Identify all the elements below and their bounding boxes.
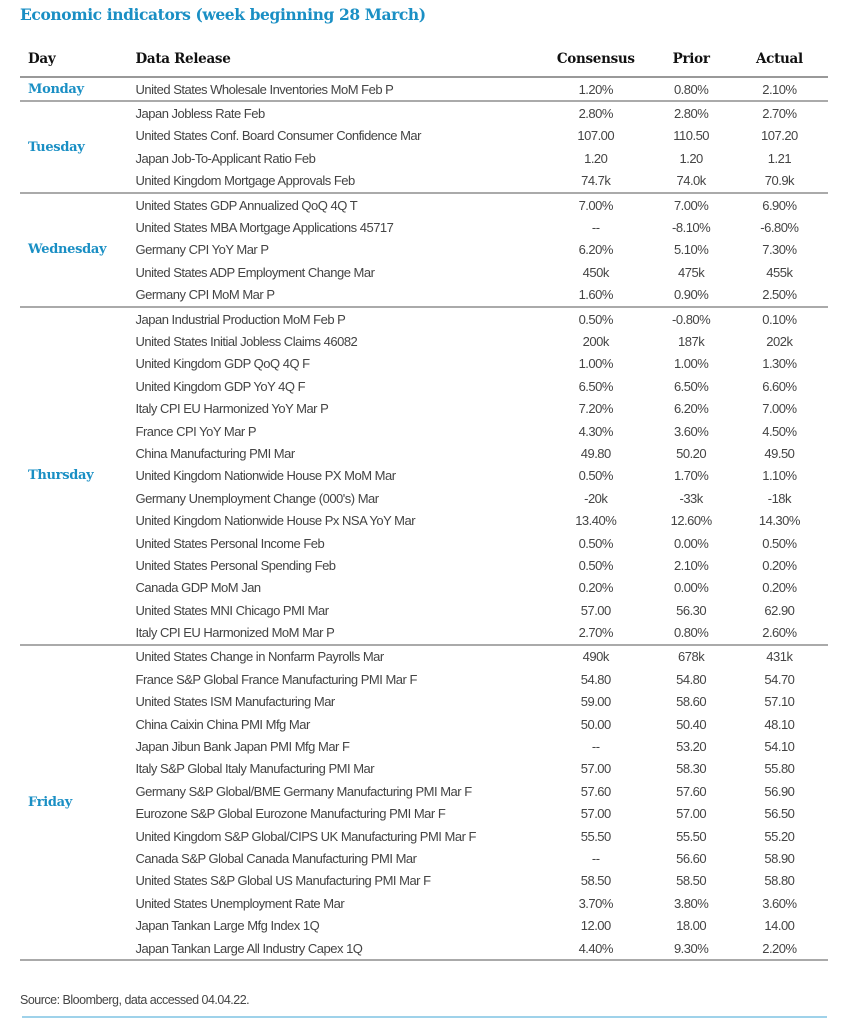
release-name: United States GDP Annualized QoQ 4Q T [135, 197, 358, 213]
table-row [20, 691, 828, 713]
consensus-value: 0.50% [578, 311, 613, 327]
prior-value: 55.50 [676, 828, 707, 844]
actual-value: 202k [766, 333, 793, 349]
prior-value: 6.50% [673, 378, 709, 394]
actual-value: 58.90 [764, 850, 795, 866]
prior-value: 7.00% [673, 197, 709, 213]
release-name: Italy S&P Global Italy Manufacturing PMI Mar [135, 761, 375, 777]
actual-value: 455k [766, 264, 793, 280]
release-name: Japan Industrial Production MoM Feb P [135, 311, 346, 327]
actual-value: 55.20 [764, 828, 795, 844]
prior-value: 0.80% [651, 77, 730, 101]
consensus-value: 1.20% [540, 77, 651, 101]
prior-value: 50.20 [676, 445, 707, 461]
prior-value: 5.10% [673, 242, 709, 258]
actual-value: 2.10% [731, 77, 828, 101]
header-row [20, 42, 828, 77]
table-row [20, 147, 828, 169]
release-name: Japan Tankan Large All Industry Capex 1Q [136, 937, 541, 960]
table-row [20, 353, 828, 375]
source-note: Source: Bloomberg, data accessed 04.04.22. [20, 993, 250, 1007]
consensus-value: 57.60 [580, 783, 611, 799]
consensus-value: 74.7k [540, 170, 651, 193]
consensus-value: -- [591, 739, 600, 755]
consensus-value: 1.00% [578, 356, 613, 372]
actual-value: 2.20% [731, 937, 828, 960]
indicators-table [20, 42, 828, 961]
prior-value: 1.00% [673, 356, 709, 372]
day-label: Thursday [20, 307, 136, 645]
consensus-value: 2.70% [540, 621, 651, 644]
table-row [20, 847, 828, 869]
prior-value: 54.80 [676, 671, 707, 687]
consensus-value: 6.50% [578, 378, 613, 394]
consensus-value: 57.00 [580, 761, 611, 777]
table-row [20, 509, 828, 531]
table-row [20, 621, 828, 644]
table-row [20, 375, 828, 397]
release-name: Eurozone S&P Global Eurozone Manufacturing PMI Mar F [135, 806, 446, 822]
release-name: United Kingdom S&P Global/CIPS UK Manufacturing PMI Mar F [135, 828, 476, 844]
table-body [20, 77, 828, 960]
header-prior: Prior [651, 42, 730, 77]
prior-value: 0.00% [673, 580, 709, 596]
table-row [20, 803, 828, 825]
actual-value: 48.10 [764, 716, 795, 732]
consensus-value: 2.80% [578, 106, 613, 122]
table-row [20, 465, 828, 487]
consensus-value: 13.40% [575, 513, 617, 529]
prior-value: -8.10% [672, 220, 711, 236]
table-row [20, 284, 828, 307]
prior-value: 110.50 [673, 128, 710, 144]
prior-value: 58.50 [676, 873, 707, 889]
table-row [20, 125, 828, 147]
consensus-value: 3.70% [578, 895, 613, 911]
prior-value: 678k [678, 649, 705, 665]
consensus-value: 107.00 [577, 128, 615, 144]
actual-value: 7.00% [762, 401, 797, 417]
header-consensus: Consensus [540, 42, 651, 77]
day-label: Tuesday [20, 101, 136, 193]
prior-value: 58.30 [676, 761, 707, 777]
consensus-value: 0.50% [578, 557, 613, 573]
consensus-value: 50.00 [580, 716, 611, 732]
prior-value: 50.40 [676, 716, 707, 732]
table-row [20, 216, 828, 238]
actual-value: 0.50% [762, 535, 797, 551]
actual-value: 2.50% [731, 284, 828, 307]
release-name: Japan Tankan Large Mfg Index 1Q [135, 918, 320, 934]
release-name: Italy CPI EU Harmonized MoM Mar P [136, 621, 541, 644]
prior-value: 12.60% [670, 513, 712, 529]
release-name: United Kingdom Mortgage Approvals Feb [136, 170, 541, 193]
actual-value: 0.20% [762, 580, 797, 596]
release-name: United Kingdom Nationwide House Px NSA YoY Mar [135, 513, 416, 529]
release-name: Italy CPI EU Harmonized YoY Mar P [135, 401, 329, 417]
actual-value: 70.9k [731, 170, 828, 193]
actual-value: 6.90% [762, 197, 797, 213]
release-name: Germany Unemployment Change (000's) Mar [135, 490, 379, 506]
table-row [20, 713, 828, 735]
actual-value: 431k [766, 649, 793, 665]
table-row [20, 307, 828, 330]
release-name: United States ADP Employment Change Mar [135, 264, 375, 280]
prior-value: 74.0k [651, 170, 730, 193]
prior-value: 1.70% [673, 468, 709, 484]
actual-value: 0.20% [762, 557, 797, 573]
actual-value: 55.80 [764, 761, 795, 777]
consensus-value: 490k [582, 649, 609, 665]
table-row [20, 487, 828, 509]
table-row [20, 532, 828, 554]
release-name: United States Personal Spending Feb [135, 557, 336, 573]
release-name: Canada GDP MoM Jan [135, 580, 261, 596]
consensus-value: 0.50% [578, 468, 613, 484]
actual-value: 1.30% [762, 356, 797, 372]
consensus-value: 4.40% [540, 937, 651, 960]
consensus-value: 58.50 [580, 873, 611, 889]
actual-value: 14.00 [764, 918, 795, 934]
consensus-value: 7.00% [578, 197, 613, 213]
actual-value: 6.60% [762, 378, 797, 394]
actual-value: 54.70 [764, 671, 795, 687]
consensus-value: 6.20% [578, 242, 613, 258]
release-name: United States Change in Nonfarm Payrolls Mar [135, 649, 384, 665]
consensus-value: -- [591, 850, 600, 866]
release-name: United Kingdom Nationwide House PX MoM Mar [135, 468, 396, 484]
actual-value: -6.80% [760, 220, 799, 236]
actual-value: 0.10% [762, 311, 797, 327]
release-name: United Kingdom GDP YoY 4Q F [135, 378, 306, 394]
table-row [20, 261, 828, 283]
actual-value: 58.80 [764, 873, 795, 889]
release-name: United States Personal Income Feb [135, 535, 325, 551]
table-row [20, 554, 828, 576]
consensus-value: 7.20% [578, 401, 613, 417]
prior-value: 3.60% [673, 423, 709, 439]
release-name: Japan Job-To-Applicant Ratio Feb [135, 150, 316, 166]
release-name: Canada S&P Global Canada Manufacturing PMI Mar [135, 850, 417, 866]
page-title: Economic indicators (week beginning 28 March) [20, 5, 426, 24]
prior-value: -33k [679, 490, 703, 506]
prior-value: -0.80% [672, 311, 711, 327]
actual-value: 2.60% [731, 621, 828, 644]
release-name: United States S&P Global US Manufacturing PMI Mar F [135, 873, 431, 889]
prior-value: 2.80% [673, 106, 709, 122]
day-label: Friday [20, 645, 136, 960]
header-actual: Actual [731, 42, 828, 77]
release-name: France CPI YoY Mar P [135, 423, 257, 439]
prior-value: 56.30 [676, 602, 707, 618]
consensus-value: 59.00 [580, 694, 611, 710]
release-name: Germany CPI YoY Mar P [135, 242, 269, 258]
bottom-rule [22, 1016, 827, 1018]
table-row [20, 170, 828, 193]
prior-value: 3.80% [673, 895, 709, 911]
table-row [20, 397, 828, 419]
release-name: United Kingdom GDP QoQ 4Q F [135, 356, 310, 372]
actual-value: 1.21 [767, 150, 792, 166]
prior-value: 9.30% [651, 937, 730, 960]
consensus-value: 1.60% [540, 284, 651, 307]
actual-value: 54.10 [764, 739, 795, 755]
prior-value: 56.60 [676, 850, 707, 866]
prior-value: 475k [678, 264, 705, 280]
table-row [20, 239, 828, 261]
actual-value: 62.90 [764, 602, 795, 618]
release-name: Germany CPI MoM Mar P [136, 284, 541, 307]
table-row [20, 825, 828, 847]
release-name: United States ISM Manufacturing Mar [135, 694, 335, 710]
table-row [20, 668, 828, 690]
prior-value: 58.60 [676, 694, 707, 710]
day-label: Monday [20, 77, 136, 101]
table-row [20, 330, 828, 352]
table-row [20, 420, 828, 442]
prior-value: 0.90% [651, 284, 730, 307]
release-name: China Caixin China PMI Mfg Mar [135, 716, 310, 732]
release-name: Japan Jobless Rate Feb [135, 106, 265, 122]
actual-value: 57.10 [764, 694, 795, 710]
prior-value: 6.20% [673, 401, 709, 417]
actual-value: 56.90 [764, 783, 795, 799]
table-row [20, 442, 828, 464]
actual-value: 14.30% [758, 513, 800, 529]
consensus-value: 54.80 [580, 671, 611, 687]
consensus-value: -- [591, 220, 600, 236]
prior-value: 53.20 [676, 739, 707, 755]
consensus-value: 450k [582, 264, 609, 280]
table-row [20, 735, 828, 757]
header-release: Data Release [136, 42, 541, 77]
table-row [20, 914, 828, 936]
table-row [20, 870, 828, 892]
prior-value: 57.60 [676, 783, 707, 799]
actual-value: 1.10% [762, 468, 797, 484]
consensus-value: 57.00 [580, 602, 611, 618]
table-row [20, 780, 828, 802]
release-name: Japan Jibun Bank Japan PMI Mfg Mar F [135, 739, 350, 755]
consensus-value: 57.00 [580, 806, 611, 822]
prior-value: 2.10% [673, 557, 709, 573]
day-label: Wednesday [20, 193, 136, 307]
release-name: United States MBA Mortgage Applications 45717 [135, 220, 394, 236]
actual-value: 107.20 [761, 128, 798, 144]
consensus-value: 0.20% [578, 580, 613, 596]
consensus-value: 0.50% [578, 535, 613, 551]
prior-value: 0.80% [651, 621, 730, 644]
actual-value: 56.50 [764, 806, 795, 822]
consensus-value: 12.00 [580, 918, 611, 934]
release-name: Germany S&P Global/BME Germany Manufacturing PMI Mar F [135, 783, 472, 799]
release-name: United States MNI Chicago PMI Mar [135, 602, 329, 618]
release-name: United States Unemployment Rate Mar [135, 895, 345, 911]
table-row [20, 758, 828, 780]
table-row [20, 577, 828, 599]
release-name: United States Initial Jobless Claims 46082 [135, 333, 358, 349]
prior-value: 57.00 [676, 806, 707, 822]
prior-value: 0.00% [673, 535, 709, 551]
consensus-value: 55.50 [580, 828, 611, 844]
consensus-value: 200k [582, 333, 609, 349]
actual-value: 4.50% [762, 423, 797, 439]
release-name: China Manufacturing PMI Mar [135, 445, 295, 461]
actual-value: 2.70% [762, 106, 797, 122]
actual-value: 49.50 [764, 445, 795, 461]
release-name: France S&P Global France Manufacturing PMI Mar F [135, 671, 417, 687]
table-row [20, 892, 828, 914]
actual-value: -18k [767, 490, 792, 506]
table-row [20, 193, 828, 216]
consensus-value: 1.20 [584, 150, 608, 166]
consensus-value: 4.30% [578, 423, 613, 439]
release-name: United States Conf. Board Consumer Confidence Mar [135, 128, 421, 144]
consensus-value: -20k [584, 490, 608, 506]
consensus-value: 49.80 [580, 445, 611, 461]
table-row [20, 599, 828, 621]
actual-value: 7.30% [762, 242, 797, 258]
prior-value: 18.00 [676, 918, 707, 934]
table-row [20, 937, 828, 960]
table-row [20, 77, 828, 101]
table-row [20, 645, 828, 668]
table-row [20, 101, 828, 124]
header-day: Day [20, 42, 136, 77]
prior-value: 187k [678, 333, 705, 349]
prior-value: 1.20 [679, 150, 703, 166]
actual-value: 3.60% [762, 895, 797, 911]
release-name: United States Wholesale Inventories MoM Feb P [136, 77, 541, 101]
